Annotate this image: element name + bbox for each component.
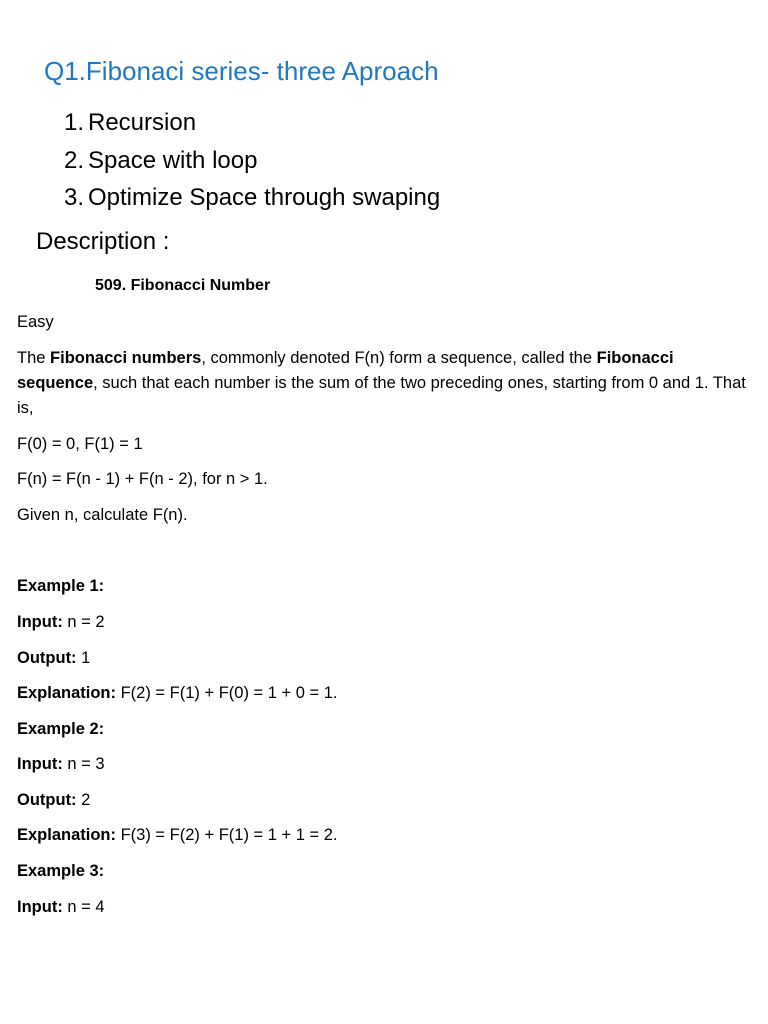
example-output xyxy=(17,646,90,671)
example-heading xyxy=(17,859,104,884)
example-heading-text: Example 3: xyxy=(17,862,105,880)
input-value: n = 4 xyxy=(62,898,105,916)
example-heading-text: Example 2: xyxy=(17,720,105,738)
approach-text: Space with loop xyxy=(88,146,258,174)
intro-text: The xyxy=(17,349,51,367)
input-label: Input: xyxy=(17,613,63,631)
input-value: n = 2 xyxy=(62,613,105,631)
output-value: 2 xyxy=(76,791,91,809)
approach-text: Optimize Space through swaping xyxy=(88,184,441,211)
example-input xyxy=(17,610,105,635)
explanation-value: F(3) = F(2) + F(1) = 1 + 1 = 2. xyxy=(116,826,338,844)
example-heading xyxy=(17,717,104,742)
intro-text: , commonly denoted F(n) form a sequence, called the xyxy=(201,349,597,367)
approach-number: 2. xyxy=(64,146,85,174)
recurrence: F(n) = F(n - 1) + F(n - 2), for n > 1. xyxy=(17,470,268,488)
difficulty-label: Easy xyxy=(17,313,54,331)
input-label: Input: xyxy=(17,898,63,916)
input-value: n = 3 xyxy=(62,755,105,773)
page-title: Q1.Fibonaci series- three Aproach xyxy=(44,56,439,86)
example-explanation xyxy=(17,681,337,706)
base-case: F(0) = 0, F(1) = 1 xyxy=(17,435,143,453)
task-statement: Given n, calculate F(n). xyxy=(17,506,188,524)
approach-item xyxy=(64,104,440,142)
input-label: Input: xyxy=(17,755,63,773)
output-label: Output: xyxy=(17,649,77,667)
intro-bold-term: Fibonacci sequence xyxy=(17,349,674,392)
output-value: 1 xyxy=(76,649,91,667)
approach-number: 1. xyxy=(64,109,85,136)
example-output xyxy=(17,788,90,813)
description-heading: Description : xyxy=(36,228,170,255)
example-input xyxy=(17,752,105,777)
approach-item xyxy=(64,142,440,180)
example-heading xyxy=(17,574,104,599)
intro-text: , such that each number is the sum of the two preceding ones, starting from 0 and 1. That is, xyxy=(17,374,746,417)
approach-text: Recursion xyxy=(88,109,197,136)
example-heading-text: Example 1: xyxy=(17,577,105,595)
problem-title: 509. Fibonacci Number xyxy=(95,277,271,294)
approach-number: 3. xyxy=(64,184,85,211)
explanation-value: F(2) = F(1) + F(0) = 1 + 0 = 1. xyxy=(116,684,338,702)
example-explanation xyxy=(17,823,337,848)
approach-list xyxy=(64,104,440,217)
explanation-label: Explanation: xyxy=(17,684,117,702)
approach-item xyxy=(64,179,440,217)
explanation-label: Explanation: xyxy=(17,826,117,844)
output-label: Output: xyxy=(17,791,77,809)
example-input xyxy=(17,895,105,920)
problem-intro xyxy=(17,346,747,421)
intro-bold-term: Fibonacci numbers xyxy=(50,349,202,367)
